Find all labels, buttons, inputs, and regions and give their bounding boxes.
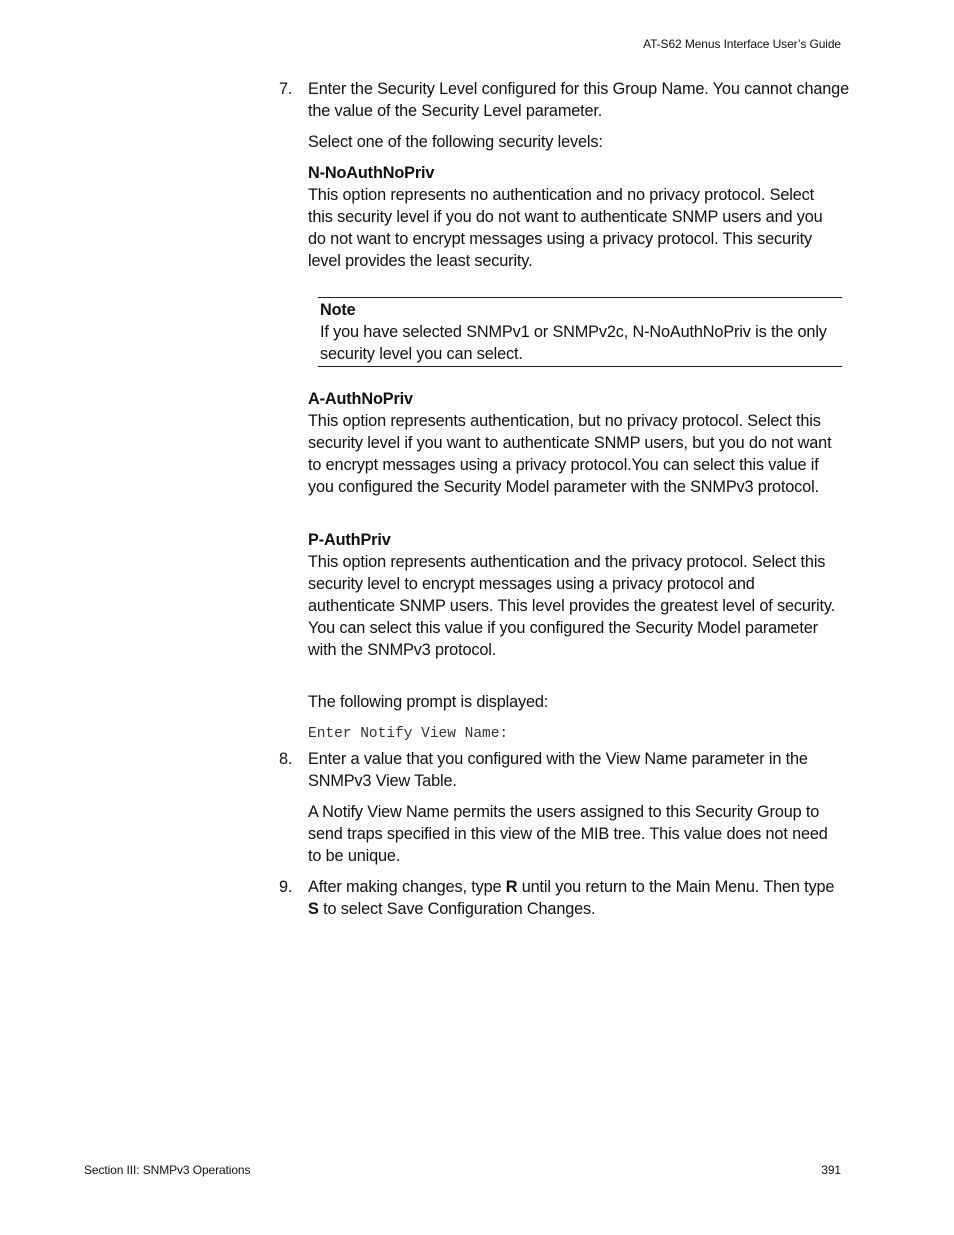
running-header: AT-S62 Menus Interface User’s Guide [643, 37, 841, 51]
page-number: 391 [821, 1163, 841, 1177]
step-number: 7. [279, 80, 293, 98]
step-9 [279, 876, 849, 920]
step-text [308, 876, 849, 920]
page-footer [84, 1163, 841, 1177]
option-description: This option represents authentication and the privacy protocol. Select this security level to encrypt messages using a privacy protocol and authenticate SNMP users. This level provides the greatest level of security. You can select this value if you configured the Security Model parameter with the SNMPv3 protocol. [308, 553, 836, 659]
security-levels-intro: Select one of the following security levels: [308, 133, 603, 151]
step-9-text-a: After making changes, type [308, 878, 506, 896]
step-8 [279, 748, 849, 792]
note-title: Note [320, 301, 356, 319]
step-text: Enter a value that you configured with the View Name parameter in the SNMPv3 View Table. [308, 750, 808, 790]
step-7 [279, 78, 849, 122]
note-text: If you have selected SNMPv1 or SNMPv2c, N-NoAuthNoPriv is the only security level you can select. [320, 323, 827, 363]
step-number: 8. [279, 750, 293, 768]
option-description: This option represents authentication, but no privacy protocol. Select this security level if you want to authenticate SNMP users, but you do not want to encrypt messages using a privacy protocol.You can select this value if you configured the Security Model parameter with the SNMPv3 protocol. [308, 412, 832, 496]
option-title: N-NoAuthNoPriv [308, 164, 435, 182]
option-description: This option represents no authentication and no privacy protocol. Select this security level if you do not want to authenticate SNMP users and you do not want to encrypt messages using a privacy protocol. This security level provides the least security. [308, 186, 823, 270]
prompt-text: Enter Notify View Name: [308, 726, 509, 742]
step-9-text-b: until you return to the Main Menu. Then type [517, 878, 835, 896]
step-number: 9. [279, 878, 293, 896]
step-8-detail: A Notify View Name permits the users assigned to this Security Group to send traps specified in this view of the MIB tree. This value does not need to be unique. [308, 803, 828, 865]
note-box [318, 297, 842, 367]
option-title: P-AuthPriv [308, 531, 391, 549]
footer-section: Section III: SNMPv3 Operations [84, 1163, 251, 1177]
option-authnopriv [308, 388, 843, 498]
key-s: S [308, 900, 319, 918]
option-authpriv [308, 529, 843, 661]
option-title: A-AuthNoPriv [308, 390, 413, 408]
step-9-text-c: to select Save Configuration Changes. [318, 900, 596, 918]
key-r: R [505, 878, 518, 896]
step-text: Enter the Security Level configured for this Group Name. You cannot change the value of the Security Level parameter. [308, 80, 849, 120]
option-noauthnopriv [308, 162, 843, 272]
prompt-intro: The following prompt is displayed: [308, 693, 549, 711]
